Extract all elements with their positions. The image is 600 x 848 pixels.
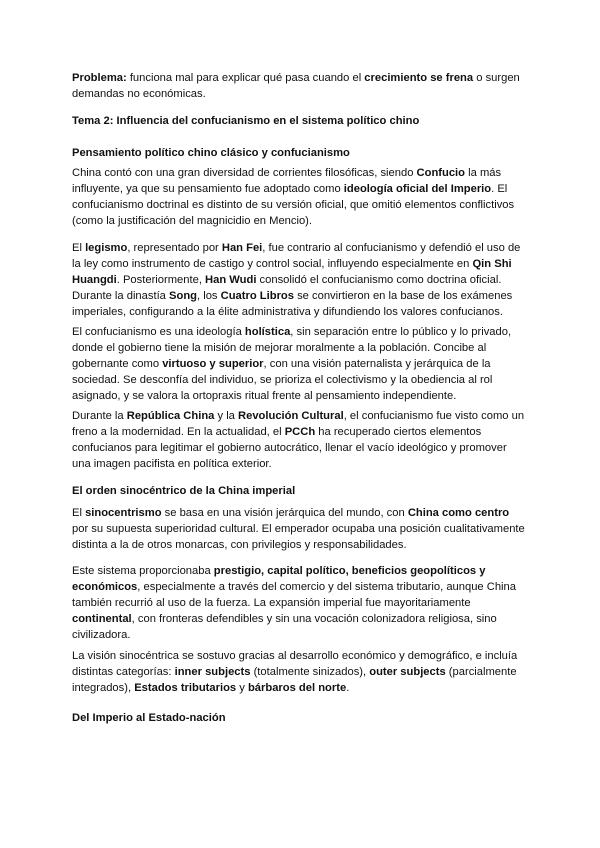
subheading-imperio-estado-nacion: Del Imperio al Estado-nación [72, 712, 226, 724]
text: , especialmente a través del comercio y del sistema tributario, aunque China también recurrió al uso de la fuerza. La expansión imperial fue mayoritariamente [72, 581, 516, 609]
text: , el confucianismo fue visto como un freno a la modernidad. En la actualidad, el [72, 410, 525, 438]
text: Este sistema proporcionaba [72, 565, 214, 577]
bold-term: crecimiento se frena [364, 72, 474, 84]
text: Durante la [72, 410, 127, 422]
text: por su supuesta superioridad cultural. El emperador ocupaba una posición cualitativamente distinta a la de otros monarcas, con privilegios y responsabilidades. [72, 523, 525, 551]
paragraph-4 [72, 408, 528, 472]
bold-term: ideología oficial del Imperio [343, 183, 492, 195]
text: , sin separación entre lo público y lo privado, donde el gobierno tiene la misión de mejorar moralmente a la población. Concibe al gobernante como [72, 326, 512, 370]
bold-term: Revolución Cultural [238, 410, 344, 422]
bold-term: Han Fei [221, 242, 263, 254]
paragraph-1 [72, 165, 528, 229]
bold-term: Song [169, 290, 197, 302]
paragraph-3 [72, 324, 528, 404]
text: (parcialmente integrados), [72, 666, 517, 694]
bold-term: Cuatro Libros [220, 290, 294, 302]
bold-term: China como centro [407, 507, 510, 519]
text: y la [214, 410, 239, 422]
text: y [236, 682, 248, 694]
bold-term: legismo [85, 242, 128, 254]
text: ha recuperado ciertos elementos confucianos para legitimar el gobierno autocrático, llenar el vacío ideológico y promover una imagen pacifista en política exterior. [72, 426, 507, 470]
text: . [346, 682, 350, 694]
bold-term: bárbaros del norte [247, 682, 347, 694]
text: El [72, 507, 86, 519]
section-title-tema-2: Tema 2: Influencia del confucianismo en el sistema político chino [72, 115, 420, 127]
text: , representado por [127, 242, 222, 254]
paragraph-7 [72, 648, 528, 696]
text: El [72, 242, 86, 254]
bold-term: virtuoso y superior [162, 358, 264, 370]
text: . Posteriormente, [116, 274, 206, 286]
bold-term: continental [72, 613, 132, 625]
text: se basa en una visión jerárquica del mundo, con [161, 507, 408, 519]
text: se convirtieron en la base de los exámenes imperiales, configurando a la élite administrativa y difundiendo los valores confucianos. [72, 290, 513, 318]
bold-term: Problema: [72, 72, 127, 84]
paragraph-problema [72, 70, 528, 102]
text: (totalmente sinizados), [250, 666, 370, 678]
bold-term: Estados tributarios [134, 682, 237, 694]
text: la más influyente, ya que su pensamiento fue adoptado como [72, 167, 502, 195]
bold-term: Qin Shi Huangdi [72, 258, 512, 286]
subheading-pensamiento-politico: Pensamiento político chino clásico y confucianismo [72, 147, 350, 159]
text: consolidó el confucianismo como doctrina oficial. Durante la dinastía [72, 274, 502, 302]
text: , fue contrario al confucianismo y defendió el uso de la ley como instrumento de castigo y control social, influyendo especialmente en [72, 242, 521, 270]
text: , con fronteras defendibles y sin una vocación colonizadora religiosa, sino civilizadora. [72, 613, 497, 641]
paragraph-6 [72, 563, 528, 643]
bold-term: República China [126, 410, 215, 422]
bold-term: holística [244, 326, 291, 338]
bold-term: inner subjects [174, 666, 251, 678]
text: funciona mal para explicar qué pasa cuando el [126, 72, 365, 84]
text: o surgen demandas no económicas. [72, 72, 520, 100]
bold-term: PCCh [284, 426, 316, 438]
paragraph-2 [72, 240, 528, 320]
text: , los [197, 290, 221, 302]
paragraph-5 [72, 505, 528, 553]
text: China contó con una gran diversidad de corrientes filosóficas, siendo [72, 167, 417, 179]
text: , con una visión paternalista y jerárquica de la sociedad. Se desconfía del individuo, se prioriza el colectivismo y la obediencia al rol asignado, y se valora la ortopraxis ritual frente al pensamiento independiente. [72, 358, 493, 402]
text: La visión sinocéntrica se sostuvo gracias al desarrollo económico y demográfico, e incluía distintas categorías: [72, 650, 518, 678]
subheading-orden-sinocentrico: El orden sinocéntrico de la China imperial [72, 485, 296, 497]
bold-term: prestigio, capital político, beneficios geopolíticos y económicos [72, 565, 486, 593]
bold-term: sinocentrismo [85, 507, 162, 519]
text: El confucianismo es una ideología [72, 326, 245, 338]
bold-term: Han Wudi [205, 274, 257, 286]
bold-term: outer subjects [369, 666, 446, 678]
bold-term: Confucio [416, 167, 466, 179]
text: . El confucianismo doctrinal es distinto de su versión oficial, que omitió elementos conflictivos (como la justificación del magnicidio en Mencio). [72, 183, 515, 227]
